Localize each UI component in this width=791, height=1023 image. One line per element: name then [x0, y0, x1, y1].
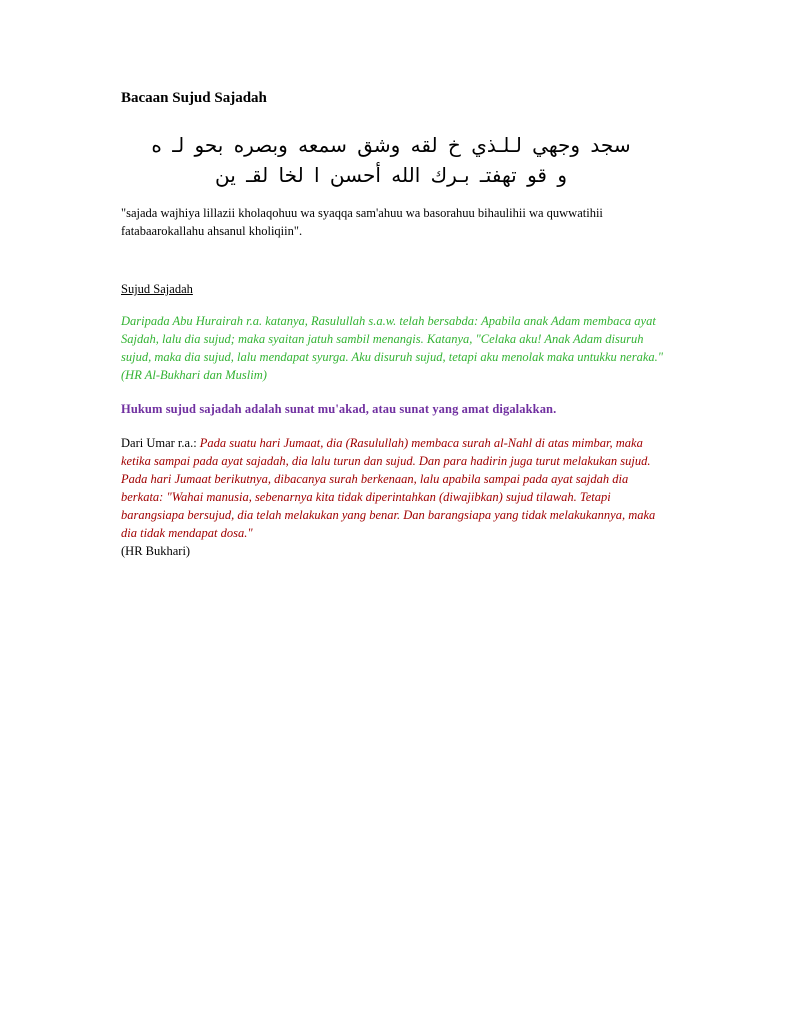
umar-hadith-text: Pada suatu hari Jumaat, dia (Rasulullah) membaca surah al-Nahl di atas mimbar, maka ketika sampai pada ayat sajadah, dia lalu turun dan sujud. Dan para hadirin juga turut melakukan sujud. Pada hari Jumaat berikutnya, dibacanya surah berkenaan, lalu apabila sampai pada ayat sajdah dia berkata: "Wahai manusia, sebenarnya kita tidak diperintahkan (diwajibkan) sujud tilawah. Tetapi barangsiapa bersujud, dia telah melakukan yang benar. Dan barangsiapa yang tidak melakukannya, maka dia tidak mendapat dosa."	[121, 436, 656, 540]
document-title: Bacaan Sujud Sajadah	[121, 90, 267, 106]
hadith-abu-hurairah: Daripada Abu Hurairah r.a. katanya, Rasulullah s.a.w. telah bersabda: Apabila anak Adam membaca ayat Sajdah, lalu dia sujud; maka syaitan jatuh sambil menangis. Katanya, "Celaka aku! Anak Adam disuruh sujud, maka dia sujud, lalu mendapat syurga. Aku disuruh sujud, tetapi aku menolak maka untukku neraka." (HR Al-Bukhari dan Muslim)	[121, 314, 663, 382]
document-page	[121, 88, 671, 560]
hukum-statement: Hukum sujud sajadah adalah sunat mu'akad, atau sunat yang amat digalakkan.	[121, 402, 557, 416]
umar-prefix: Dari Umar r.a.:	[121, 436, 200, 450]
transliteration-text: "sajada wajhiya lillazii kholaqohuu wa syaqqa sam'ahuu wa basorahuu bihaulihii wa quwwatihii fatabaarokallahu ahsanul kholiqiin".	[121, 206, 603, 238]
arabic-line-1: سجد وجهي لـلـذي خ لقه وشق سمعه وبصره بحو لـ ه	[151, 133, 631, 157]
arabic-line-2: و قو تهفتـ بـرك الله أحسن ا لخا لقـ ين	[214, 163, 567, 187]
hadith-umar	[121, 434, 671, 560]
umar-source: (HR Bukhari)	[121, 544, 191, 558]
section-title: Sujud Sajadah	[121, 282, 193, 296]
arabic-prayer	[121, 130, 661, 190]
